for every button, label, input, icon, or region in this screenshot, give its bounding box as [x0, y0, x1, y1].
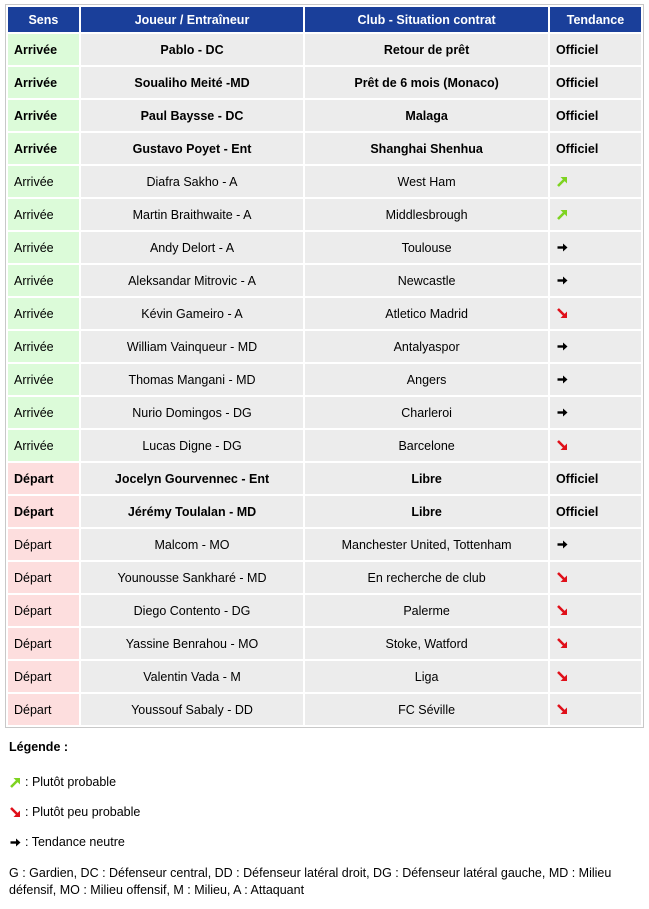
cell-club: Liga — [305, 661, 548, 692]
legend — [9, 740, 645, 899]
table-row — [8, 529, 641, 560]
cell-sens: Départ — [8, 694, 79, 725]
cell-sens: Arrivée — [8, 199, 79, 230]
cell-player: Yassine Benrahou - MO — [81, 628, 303, 659]
table-header-row — [8, 7, 641, 32]
right-arrow-icon — [556, 538, 570, 552]
cell-player: Pablo - DC — [81, 34, 303, 65]
cell-player: William Vainqueur - MD — [81, 331, 303, 362]
cell-club: Angers — [305, 364, 548, 395]
cell-trend: Officiel — [550, 67, 641, 98]
cell-sens: Départ — [8, 463, 79, 494]
cell-trend — [550, 331, 641, 362]
cell-trend — [550, 562, 641, 593]
table-row — [8, 67, 641, 98]
cell-club: Barcelone — [305, 430, 548, 461]
table-row — [8, 232, 641, 263]
cell-player: Soualiho Meité -MD — [81, 67, 303, 98]
cell-trend: Officiel — [550, 100, 641, 131]
cell-trend: Officiel — [550, 133, 641, 164]
cell-sens: Arrivée — [8, 133, 79, 164]
cell-trend — [550, 628, 641, 659]
cell-sens: Arrivée — [8, 67, 79, 98]
cell-club: Prêt de 6 mois (Monaco) — [305, 67, 548, 98]
right-arrow-icon — [556, 340, 570, 354]
cell-club: Libre — [305, 463, 548, 494]
cell-club: Shanghai Shenhua — [305, 133, 548, 164]
cell-sens: Départ — [8, 496, 79, 527]
header-trend: Tendance — [550, 7, 641, 32]
legend-item-label: : Tendance neutre — [25, 835, 125, 849]
cell-sens: Départ — [8, 595, 79, 626]
up-arrow-icon — [9, 776, 23, 790]
cell-trend — [550, 199, 641, 230]
cell-player: Valentin Vada - M — [81, 661, 303, 692]
cell-club: Antalyaspor — [305, 331, 548, 362]
cell-club: FC Séville — [305, 694, 548, 725]
right-arrow-icon — [556, 241, 570, 255]
cell-sens: Départ — [8, 628, 79, 659]
legend-abbreviations: G : Gardien, DC : Défenseur central, DD : Défenseur latéral droit, DG : Défenseur latéral gauche, MD : Milieu défensif, MO : Milieu offensif, M : Milieu, A : Attaquant — [9, 866, 612, 897]
cell-player: Jocelyn Gourvennec - Ent — [81, 463, 303, 494]
table-row — [8, 463, 641, 494]
cell-player: Lucas Digne - DG — [81, 430, 303, 461]
cell-trend — [550, 694, 641, 725]
cell-trend: Officiel — [550, 34, 641, 65]
cell-club: Palerme — [305, 595, 548, 626]
down-arrow-icon — [556, 604, 570, 618]
table-row — [8, 562, 641, 593]
cell-player: Jérémy Toulalan - MD — [81, 496, 303, 527]
cell-club: Retour de prêt — [305, 34, 548, 65]
cell-sens: Arrivée — [8, 364, 79, 395]
legend-item-label: : Plutôt probable — [25, 775, 117, 789]
down-arrow-icon — [556, 703, 570, 717]
cell-club: Charleroi — [305, 397, 548, 428]
cell-trend — [550, 364, 641, 395]
cell-player: Diafra Sakho - A — [81, 166, 303, 197]
cell-sens: Arrivée — [8, 34, 79, 65]
table-row — [8, 430, 641, 461]
cell-club: Middlesbrough — [305, 199, 548, 230]
up-arrow-icon — [556, 175, 570, 189]
down-arrow-icon — [556, 439, 570, 453]
cell-player: Aleksandar Mitrovic - A — [81, 265, 303, 296]
table-row — [8, 496, 641, 527]
cell-trend — [550, 298, 641, 329]
cell-trend — [550, 166, 641, 197]
down-arrow-icon — [556, 670, 570, 684]
cell-sens: Arrivée — [8, 331, 79, 362]
up-arrow-icon — [556, 208, 570, 222]
cell-club: Toulouse — [305, 232, 548, 263]
cell-club: Newcastle — [305, 265, 548, 296]
cell-club: Atletico Madrid — [305, 298, 548, 329]
cell-player: Gustavo Poyet - Ent — [81, 133, 303, 164]
cell-player: Kévin Gameiro - A — [81, 298, 303, 329]
cell-club: Malaga — [305, 100, 548, 131]
cell-player: Youssouf Sabaly - DD — [81, 694, 303, 725]
table-row — [8, 199, 641, 230]
legend-item-label: : Plutôt peu probable — [25, 805, 141, 819]
cell-player: Younousse Sankharé - MD — [81, 562, 303, 593]
cell-club: Libre — [305, 496, 548, 527]
cell-trend — [550, 430, 641, 461]
cell-player: Nurio Domingos - DG — [81, 397, 303, 428]
down-arrow-icon — [556, 571, 570, 585]
cell-player: Martin Braithwaite - A — [81, 199, 303, 230]
table-row — [8, 595, 641, 626]
cell-club: West Ham — [305, 166, 548, 197]
cell-sens: Départ — [8, 661, 79, 692]
cell-trend — [550, 529, 641, 560]
table-row — [8, 298, 641, 329]
cell-player: Andy Delort - A — [81, 232, 303, 263]
table-row — [8, 397, 641, 428]
cell-trend: Officiel — [550, 496, 641, 527]
cell-sens: Arrivée — [8, 298, 79, 329]
header-club: Club - Situation contrat — [305, 7, 548, 32]
cell-club: Stoke, Watford — [305, 628, 548, 659]
header-player: Joueur / Entraîneur — [81, 7, 303, 32]
cell-player: Paul Baysse - DC — [81, 100, 303, 131]
cell-sens: Arrivée — [8, 430, 79, 461]
cell-club: En recherche de club — [305, 562, 548, 593]
cell-trend — [550, 397, 641, 428]
legend-item-unlikely — [9, 805, 645, 835]
table-row — [8, 661, 641, 692]
cell-sens: Départ — [8, 529, 79, 560]
down-arrow-icon — [9, 806, 23, 820]
legend-title: Légende : — [9, 740, 69, 754]
legend-item-probable — [9, 775, 645, 805]
table-row — [8, 166, 641, 197]
cell-club: Manchester United, Tottenham — [305, 529, 548, 560]
table-row — [8, 133, 641, 164]
cell-sens: Arrivée — [8, 166, 79, 197]
table-row — [8, 100, 641, 131]
down-arrow-icon — [556, 637, 570, 651]
cell-sens: Arrivée — [8, 232, 79, 263]
table-row — [8, 331, 641, 362]
right-arrow-icon — [9, 836, 23, 850]
table-row — [8, 34, 641, 65]
legend-item-neutral — [9, 835, 645, 865]
cell-sens: Arrivée — [8, 100, 79, 131]
cell-player: Diego Contento - DG — [81, 595, 303, 626]
right-arrow-icon — [556, 373, 570, 387]
transfer-table — [5, 4, 644, 728]
table-row — [8, 364, 641, 395]
table-row — [8, 628, 641, 659]
cell-sens: Arrivée — [8, 265, 79, 296]
cell-trend — [550, 595, 641, 626]
cell-sens: Arrivée — [8, 397, 79, 428]
cell-trend — [550, 232, 641, 263]
table-row — [8, 694, 641, 725]
cell-player: Malcom - MO — [81, 529, 303, 560]
table-row — [8, 265, 641, 296]
header-sens: Sens — [8, 7, 79, 32]
cell-trend: Officiel — [550, 463, 641, 494]
right-arrow-icon — [556, 406, 570, 420]
table-body — [8, 34, 641, 725]
cell-trend — [550, 661, 641, 692]
right-arrow-icon — [556, 274, 570, 288]
down-arrow-icon — [556, 307, 570, 321]
cell-player: Thomas Mangani - MD — [81, 364, 303, 395]
cell-sens: Départ — [8, 562, 79, 593]
cell-trend — [550, 265, 641, 296]
